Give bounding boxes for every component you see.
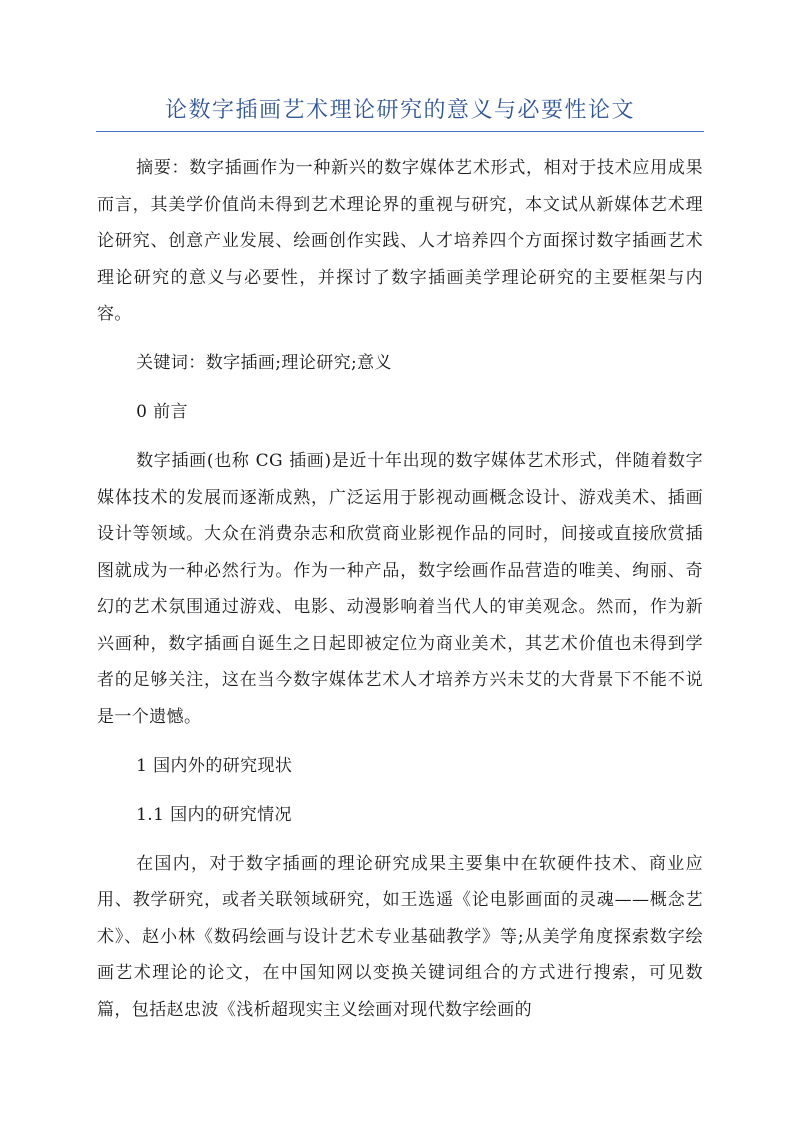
section-heading-research-status: 1 国内外的研究现状	[136, 755, 293, 776]
section-heading-preface: 0 前言	[136, 402, 188, 422]
keywords-paragraph: 关键词：数字插画;理论研究;意义	[136, 353, 392, 373]
document-body	[97, 150, 703, 1041]
abstract-paragraph: 摘要：数字插画作为一种新兴的数字媒体艺术形式，相对于技术应用成果而言，其美学价值尚未得到艺术理论界的重视与研究，本文试从新媒体艺术理论研究、创意产业发展、绘画创作实践、人才培养四个方面探讨数字插画艺术理论研究的意义与必要性，并探讨了数字插画美学理论研究的主要框架与内容。	[97, 158, 703, 324]
subsection-heading-domestic: 1.1 国内的研究情况	[136, 804, 292, 825]
domestic-research-paragraph: 在国内，对于数字插画的理论研究成果主要集中在软硬件技术、商业应用、教学研究，或者关联领域研究，如王选遥《论电影画面的灵魂——概念艺术》、赵小林《数码绘画与设计艺术专业基础教学》等;从美学角度探索数字绘画艺术理论的论文，在中国知网以变换关键词组合的方式进行搜索，可见数篇，包括赵忠波《浅析超现实主义绘画对现代数字绘画的	[97, 853, 703, 1020]
document-title: 论数字插画艺术理论研究的意义与必要性论文	[164, 98, 635, 123]
preface-paragraph: 数字插画(也称 CG 插画)是近十年出现的数字媒体艺术形式，伴随着数字媒体技术的发展而逐渐成熟，广泛运用于影视动画概念设计、游戏美术、插画设计等领域。大众在消费杂志和欣赏商业影视作品的同时，间接或直接欣赏插图就成为一种必然行为。作为一种产品，数字绘画作品营造的唯美、绚丽、奇幻的艺术氛围通过游戏、电影、动漫影响着当代人的审美观念。然而，作为新兴画种，数字插画自诞生之日起即被定位为商业美术，其艺术价值也未得到学者的足够关注，这在当今数字媒体艺术人才培养方兴未艾的大背景下不能不说是一个遗憾。	[97, 451, 703, 727]
title-underline	[96, 131, 704, 132]
